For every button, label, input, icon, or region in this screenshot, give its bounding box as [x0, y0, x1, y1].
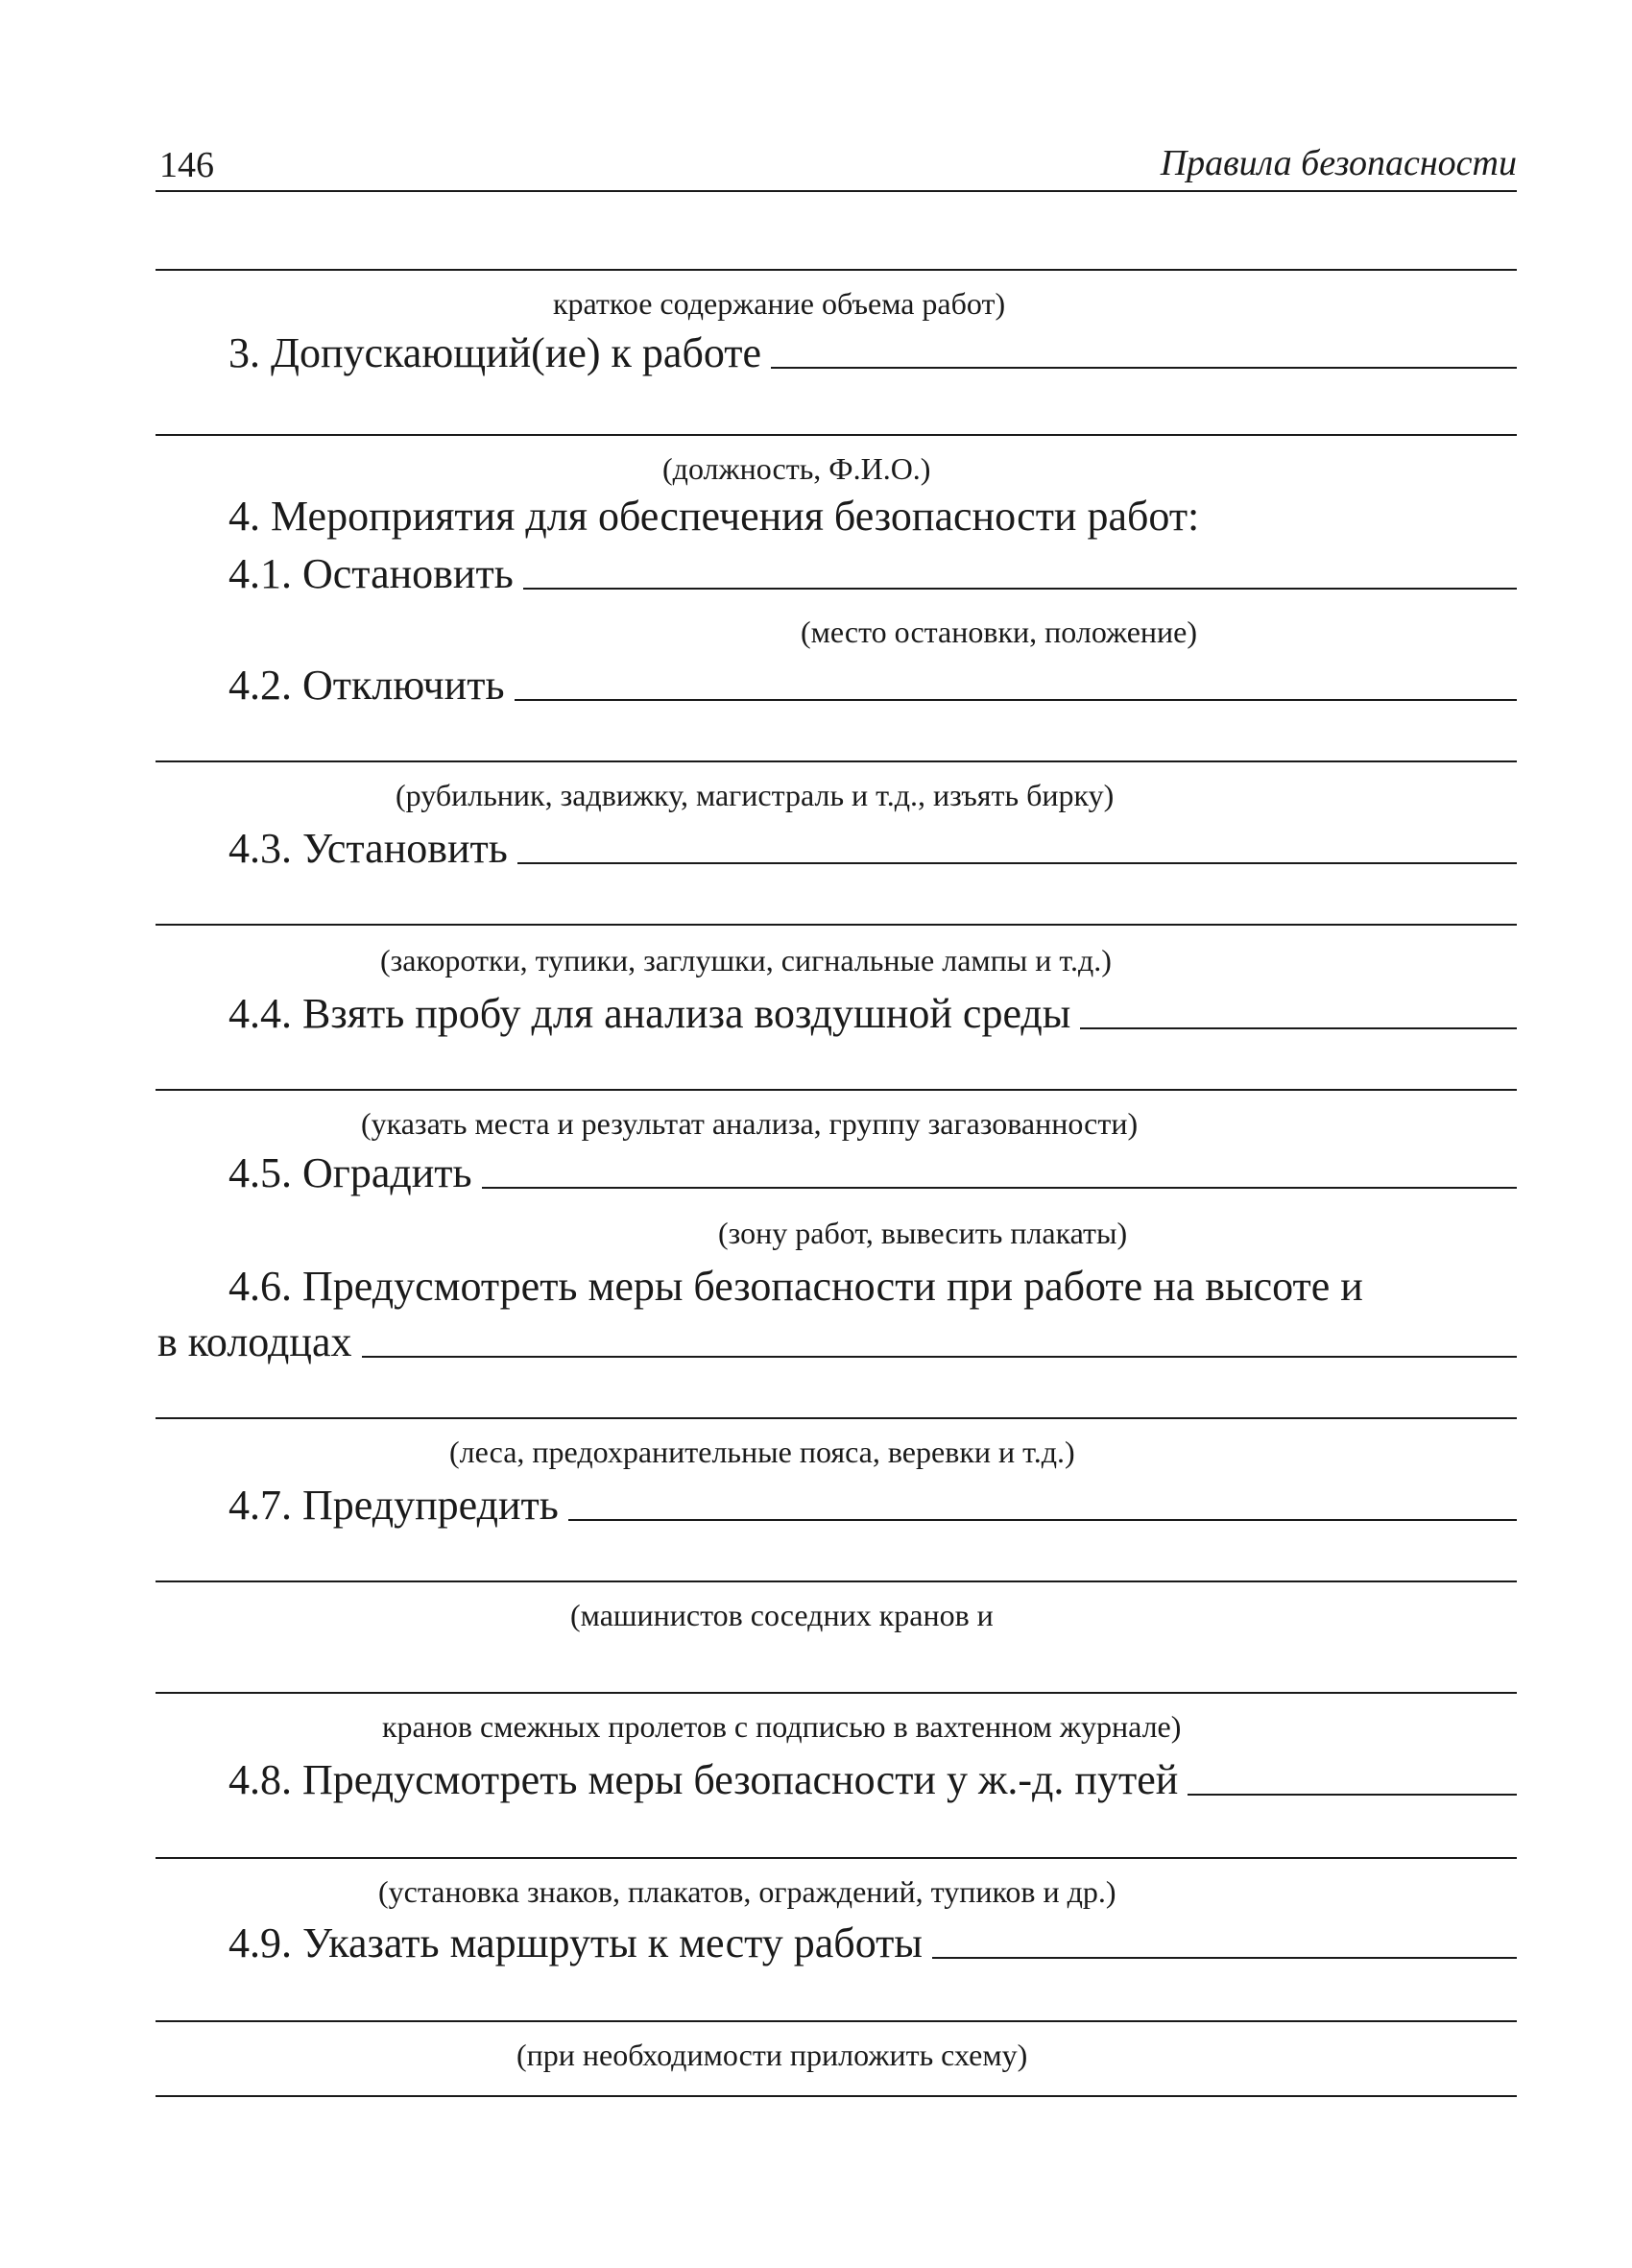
- caption-warn-2: кранов смежных пролетов с подписью в вахтенном журнале): [382, 1709, 1182, 1744]
- field-warn-label: 4.7. Предупредить: [228, 1482, 559, 1529]
- caption-rail-safety: (установка знаков, плакатов, ограждений, тупиков и др.): [378, 1874, 1116, 1909]
- field-install[interactable]: [228, 824, 1517, 873]
- blank-line[interactable]: [156, 1580, 1517, 1582]
- caption-stop: (место остановки, положение): [801, 615, 1198, 649]
- caption-disconnect: (рубильник, задвижку, магистраль и т.д., изъять бирку): [396, 778, 1115, 812]
- field-warn-blank[interactable]: [568, 1519, 1517, 1521]
- running-title: Правила безопасности: [1160, 143, 1517, 183]
- field-height-safety[interactable]: [157, 1317, 1517, 1366]
- field-rail-safety-blank[interactable]: [1188, 1794, 1517, 1796]
- field-fence-blank[interactable]: [482, 1187, 1517, 1189]
- header-rule: [156, 190, 1517, 192]
- field-air-sample-blank[interactable]: [1080, 1027, 1517, 1029]
- field-stop-label: 4.1. Остановить: [228, 550, 514, 597]
- caption-air-sample: (указать места и результат анализа, группу загазованности): [361, 1106, 1139, 1141]
- field-air-sample[interactable]: [228, 989, 1517, 1038]
- blank-line[interactable]: [156, 1692, 1517, 1694]
- blank-line[interactable]: [156, 924, 1517, 926]
- blank-line[interactable]: [156, 434, 1517, 436]
- field-stop[interactable]: [228, 549, 1517, 598]
- field-install-label: 4.3. Установить: [228, 825, 508, 872]
- caption-route: (при необходимости приложить схему): [516, 2038, 1028, 2072]
- blank-line[interactable]: [156, 269, 1517, 271]
- caption-scope: краткое содержание объема работ): [553, 286, 1006, 321]
- field-issuer-label: 3. Допускающий(ие) к работе: [228, 329, 762, 376]
- blank-line[interactable]: [156, 1089, 1517, 1091]
- field-route[interactable]: [228, 1918, 1517, 1967]
- page-number: 146: [159, 145, 214, 185]
- blank-line[interactable]: [156, 2095, 1517, 2097]
- caption-height-safety: (леса, предохранительные пояса, веревки и т.д.): [449, 1435, 1075, 1469]
- field-fence[interactable]: [228, 1148, 1517, 1197]
- item-4-6-line1: 4.6. Предусмотреть меры безопасности при работе на высоте и: [228, 1263, 1363, 1310]
- field-fence-label: 4.5. Оградить: [228, 1149, 472, 1196]
- field-route-label: 4.9. Указать маршруты к месту работы: [228, 1919, 923, 1966]
- field-stop-blank[interactable]: [523, 588, 1517, 590]
- blank-line[interactable]: [156, 1857, 1517, 1859]
- field-warn[interactable]: [228, 1481, 1517, 1530]
- blank-line[interactable]: [156, 1417, 1517, 1419]
- field-issuer[interactable]: [228, 328, 1517, 377]
- field-rail-safety[interactable]: [228, 1755, 1517, 1804]
- field-route-blank[interactable]: [932, 1957, 1517, 1959]
- blank-line[interactable]: [156, 2020, 1517, 2022]
- field-issuer-blank[interactable]: [771, 367, 1517, 369]
- field-disconnect-blank[interactable]: [515, 699, 1517, 701]
- caption-install: (закоротки, тупики, заглушки, сигнальные лампы и т.д.): [380, 943, 1112, 977]
- blank-line[interactable]: [156, 760, 1517, 762]
- field-rail-safety-label: 4.8. Предусмотреть меры безопасности у ж.-д. путей: [228, 1756, 1179, 1803]
- field-air-sample-label: 4.4. Взять пробу для анализа воздушной среды: [228, 990, 1071, 1037]
- section-4-heading: 4. Мероприятия для обеспечения безопасности работ:: [228, 493, 1200, 540]
- field-height-safety-label: в колодцах: [157, 1318, 352, 1365]
- caption-position-name: (должность, Ф.И.О.): [662, 451, 931, 486]
- caption-warn-1: (машинистов соседних кранов и: [570, 1598, 994, 1632]
- field-disconnect-label: 4.2. Отключить: [228, 662, 505, 709]
- field-disconnect[interactable]: [228, 661, 1517, 710]
- caption-fence: (зону работ, вывесить плакаты): [718, 1216, 1128, 1250]
- field-height-safety-blank[interactable]: [362, 1356, 1518, 1358]
- field-install-blank[interactable]: [517, 862, 1517, 864]
